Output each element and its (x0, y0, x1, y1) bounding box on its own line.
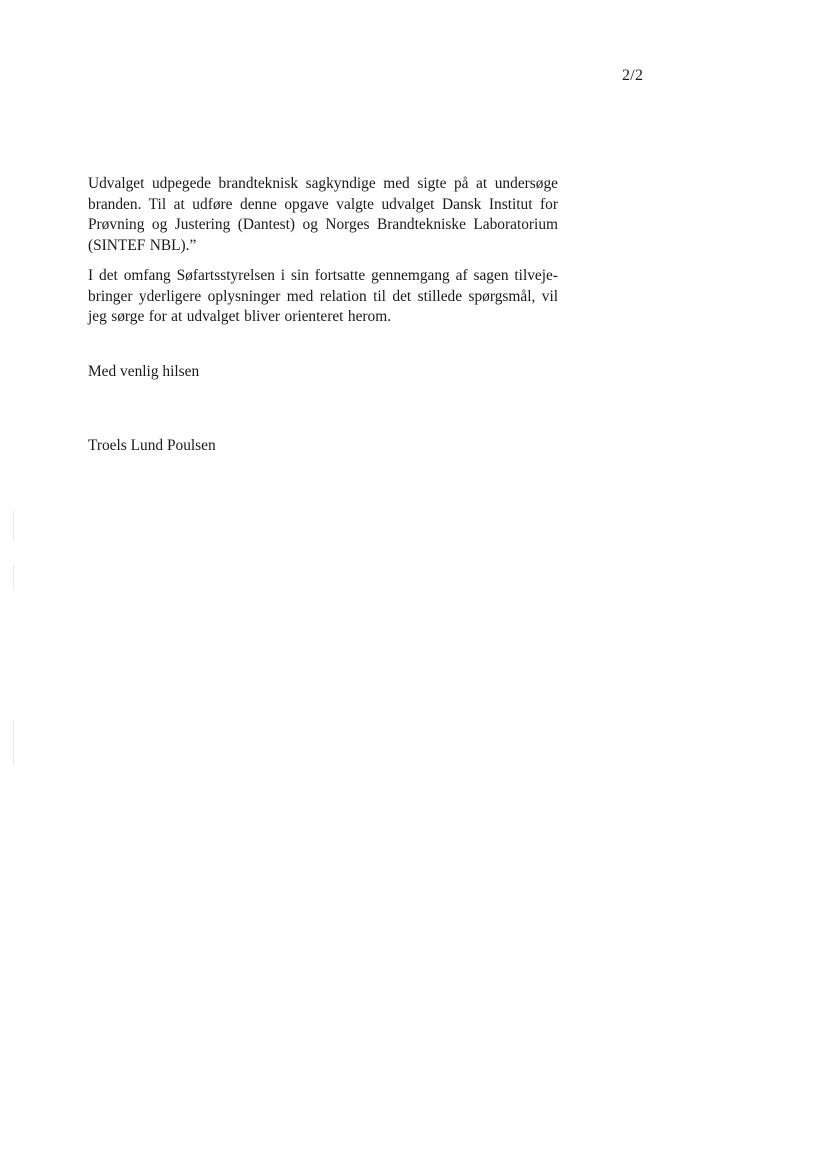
scan-artifact (13, 510, 14, 540)
body-paragraph-1: Udvalget udpegede brandteknisk sagkyndige med sigte på at undersøge branden. Til at udføre denne opgave valgte udvalget Dansk Institut for Prøvning og Justering (Dantest) og Norges Brandtekniske Laboratorium (SINTEF NBL).” (88, 175, 558, 254)
closing-salutation: Med venlig hilsen (88, 363, 200, 380)
signature-name: Troels Lund Poulsen (88, 437, 216, 454)
page-number: 2/2 (622, 67, 644, 84)
scan-artifact (13, 565, 14, 590)
body-paragraph-2: I det omfang Søfartsstyrelsen i sin fortsatte gennemgang af sagen tilveje-bringer yderligere oplysninger med relation til det stillede spørgsmål, vil jeg sørge for at udvalget bliver orienteret herom. (88, 267, 558, 325)
scan-artifact (13, 720, 14, 765)
